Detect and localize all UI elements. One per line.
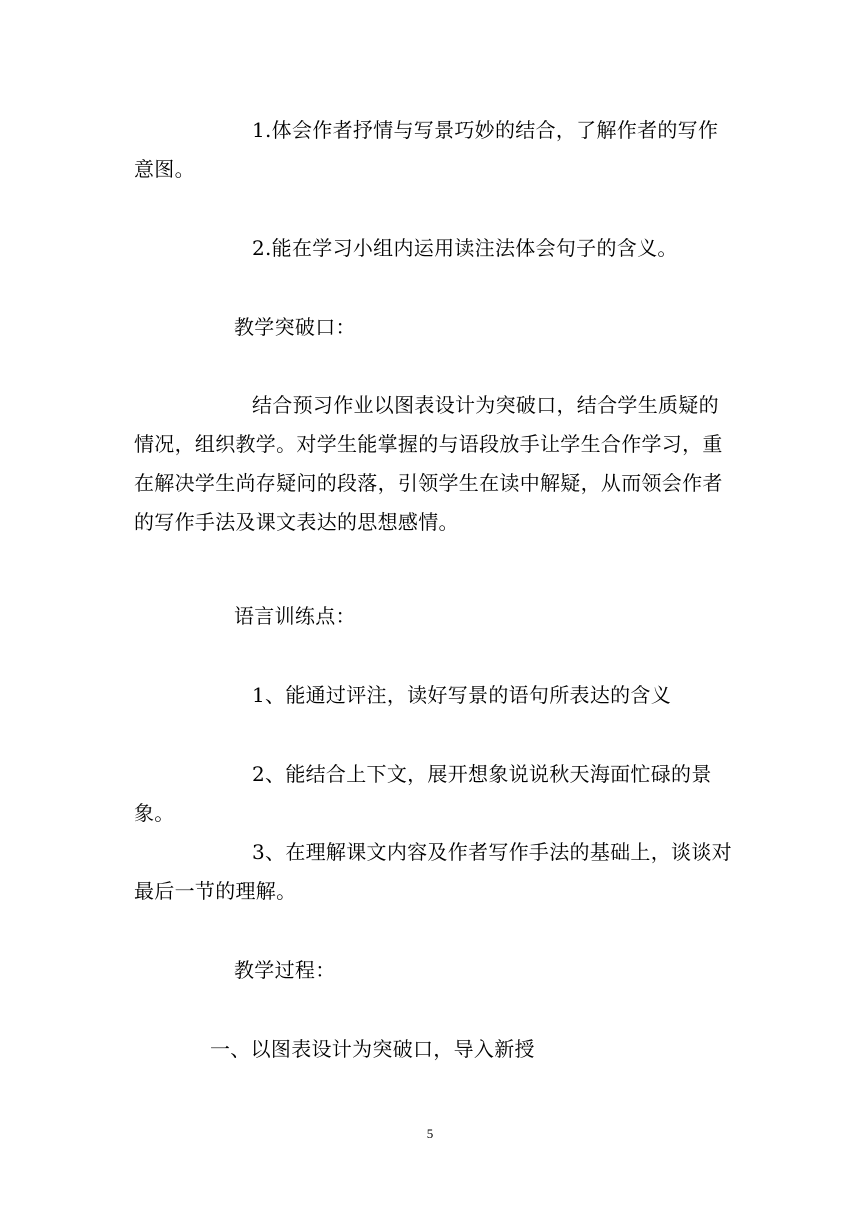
section-heading-process: 教学过程： <box>234 958 336 982</box>
section-heading-breakthrough: 教学突破口： <box>234 315 356 339</box>
training-item-3: 3、在理解课文内容及作者写作手法的基础上，谈谈对最后一节的理解。 <box>134 840 732 903</box>
breakthrough-paragraph: 结合预习作业以图表设计为突破口，结合学生质疑的情况，组织教学。对学生能掌握的与语段放手让学生合作学习，重在解决学生尚存疑问的段落，引领学生在读中解疑，从而领会作者的写作手法及课文表达的思想感情。 <box>134 393 723 534</box>
section-heading-language-training: 语言训练点： <box>234 604 356 628</box>
page-number: 5 <box>426 1126 434 1141</box>
training-item-2: 2、能结合上下文，展开想象说说秋天海面忙碌的景象。 <box>134 762 712 825</box>
goal-item-2: 2.能在学习小组内运用读注法体会句子的含义。 <box>252 236 678 260</box>
goal-item-1: 1.体会作者抒情与写景巧妙的结合，了解作者的写作意图。 <box>134 118 719 181</box>
training-item-1: 1、能通过评注，读好写景的语句所表达的含义 <box>252 683 672 707</box>
process-step-1: 一、以图表设计为突破口，导入新授 <box>210 1037 535 1061</box>
